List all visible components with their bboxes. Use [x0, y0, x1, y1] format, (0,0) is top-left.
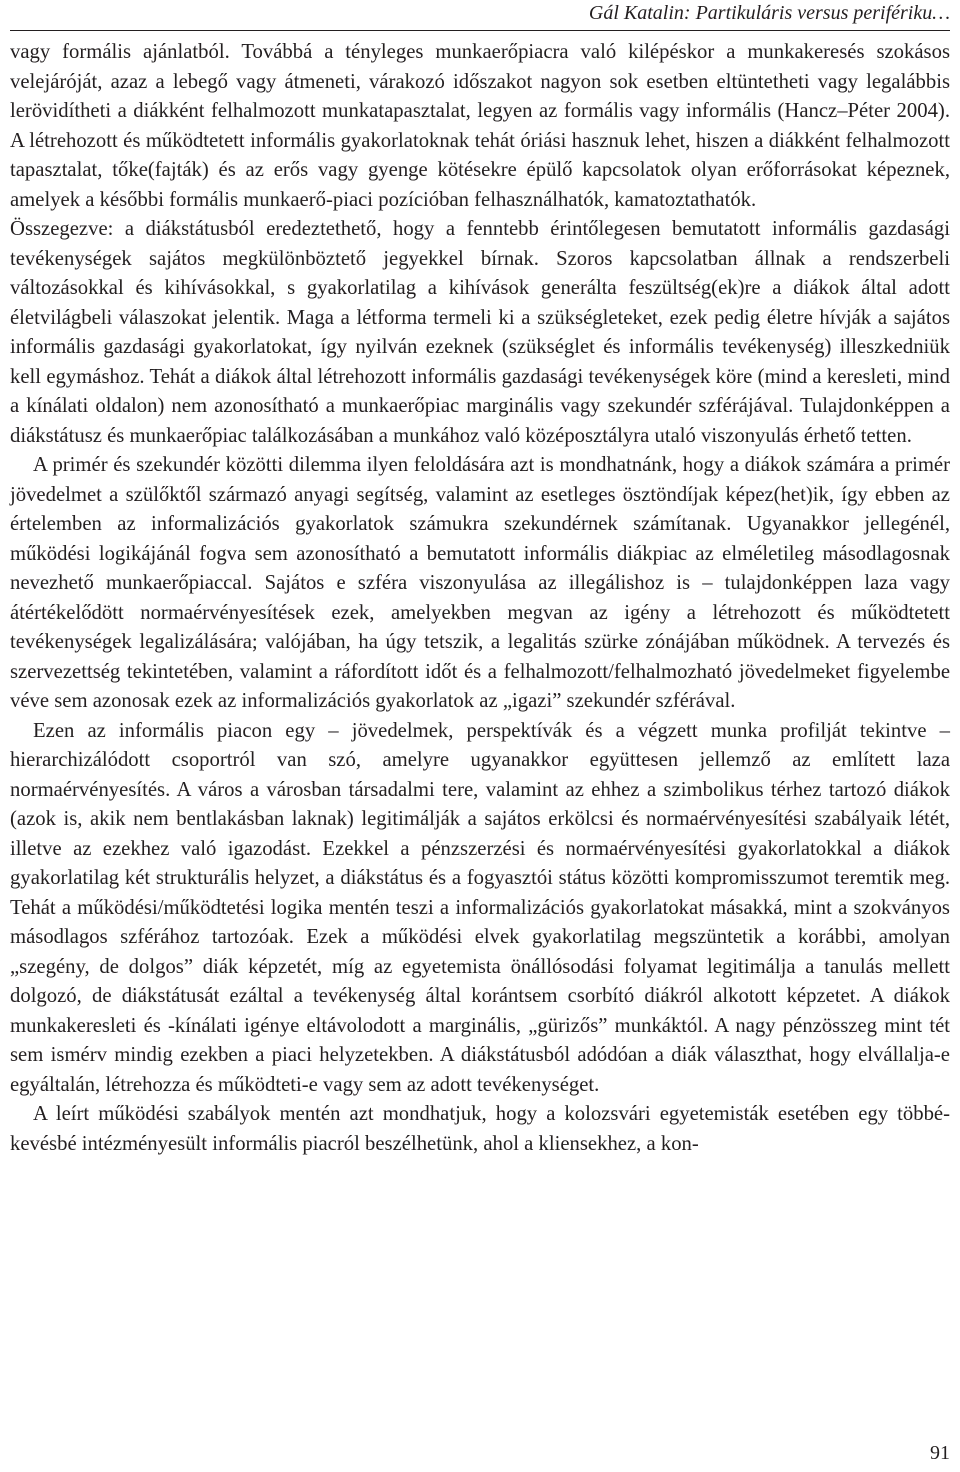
running-header: Gál Katalin: Partikuláris versus perifériku…: [588, 2, 950, 24]
paragraph-2: Összegezve: a diákstátusból eredeztethető, hogy a fenntebb érintőlegesen bemutatott informális gazdasági tevékenységek sajátos megkülönböztető jegyekkel bírnak. Szoros kapcsolatban állnak a rendszerbeli változásokkal és kihívásokkal, s gyakorlatilag a kihívások generálta feszültség(ek)re a diákok által adott életvilágbeli válaszokat jelentik. Maga a létforma termeli ki a szükségleteket, ezek pedig életre hívják a sajátos informális gazdasági gyakorlatokat, így nyilván ezeknek (szükséglet és informális tevékenység) illeszkedniük kell egymáshoz. Tehát a diákok által létrehozott informális gazdasági tevékenységek köre (mind a keresleti, mind a kínálati oldalon) nem azonosítható a munkaerőpiac marginális vagy szekundér szférájával. Tulajdonképpen a diákstátusz és munkaerőpiac találkozásában a munkához való középosztályra utaló viszonyulás érhető tetten.: [10, 218, 950, 447]
header-rule: [10, 30, 950, 31]
page-number: 91: [930, 1442, 950, 1464]
paragraph-4: Ezen az informális piacon egy – jövedelmek, perspektívák és a végzett munka profilját tekintve – hierarchizálódott csoportról van szó, amelyre ugyanakkor együttesen jellemző az említett laza normaérvényesítés. A város a városban társadalmi tere, valamint az ehhez a szimbolikus térhez tartozó diákok (azok is, akik nem bentlakásban laknak) legitimálják a sajátos erkölcsi és normaérvényesítési szabályaik létét, illetve az ezekhez való igazodást. Ezekkel a pénzszerzési és normaérvényesítési gyakorlatokkal a diákok gyakorlatilag két strukturális helyzet, a diákstátus és a fogyasztói státus közötti kompromisszumot teremtik meg. Tehát a működési/működtetési logika mentén teszi a informalizációs gyakorlatokat másakká, mint a szokványos másodlagos szférához tartozóak. Ezek a működési elvek gyakorlatilag megszüntetik a korábbi, amolyan „szegény, de dolgos” diák képzetét, míg az egyetemista önállósodási folyamat legitimálja a tanulás mellett dolgozó, de diákstátusát ezáltal a tevékenység által korántsem csorbító diákról alkotott képzetet. A diákok munkakeresleti és -kínálati igénye eltávolodott a marginális, „gürizős” munkáktól. A nagy pénzösszeg mint tét sem ismérv mindig ezekben a piaci helyzetekben. A diákstátusból adódóan a diák választhat, hogy elvállalja-e egyáltalán, létrehozza és működteti-e vagy sem az adott tevékenységet.: [10, 719, 950, 1096]
paragraph-3: A primér és szekundér közötti dilemma ilyen feloldására azt is mondhatnánk, hogy a diákok számára a primér jövedelmet a szülőktől származó anyagi segítség, valamint az esetleges ösztöndíjak képez(het)ik, így ebben az értelemben az informalizációs gyakorlatok számukra szekundérnek számítanak. Ugyanakkor jellegénél, működési logikájánál fogva sem azonosítható a bemutatott informális diákpiac az elméletileg másodlagosnak nevezhető munkaerőpiaccal. Sajátos e szféra viszonyulása az illegálishoz is – tulajdonképpen laza vagy átértékelődött normaérvényesítések ezek, amelyekben megvan az igény a létrehozott és működtetett tevékenységek legalizálására; valójában, ha úgy tetszik, a legalitás szürke zónájában működnek. A tervezés és szervezettség tekintetében, valamint a ráfordított időt és a felhalmozott/felhalmozható jövedelmeket figyelembe véve sem azonosak ezek az informalizációs gyakorlatok az „igazi” szekundér szférával.: [10, 454, 950, 712]
paragraph-5: A leírt működési szabályok mentén azt mondhatjuk, hogy a kolozsvári egyetemisták esetében egy többé-kevésbé intézményesült informális piacról beszélhetünk, ahol a kliensekhez, a kon-: [10, 1103, 950, 1155]
paragraph-1: vagy formális ajánlatból. Továbbá a tényleges munkaerőpiacra való kilépéskor a munkakeresés szokásos velejáróját, azaz a lebegő vagy átmeneti, várakozó időszakot nagyon sok esetben eltüntetheti vagy legalábbis lerövidítheti a diákként felhalmozott munkatapasztalat, legyen az formális vagy informális (Hancz–Péter 2004). A létrehozott és működtetett informális gyakorlatoknak tehát óriási hasznuk lehet, hiszen a diákként felhalmozott tapasztalat, tőke(fajták) és az erős vagy gyenge kötésekre épülő kapcsolatok olyan erőforrásokat képeznek, amelyek a későbbi formális munkaerő-piaci pozícióban felhasználhatók, kamatoztathatók.: [10, 41, 950, 211]
body-text: [10, 38, 950, 1159]
